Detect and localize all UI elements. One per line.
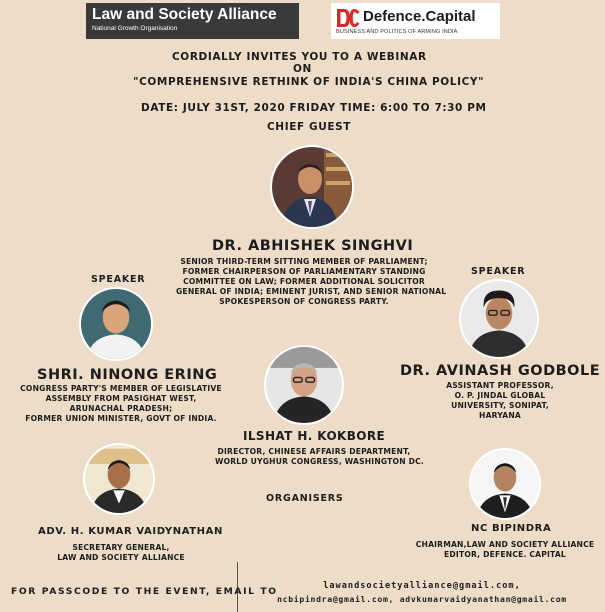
speaker-center-photo [264,345,344,425]
speaker-left-desc-line: ARUNACHAL PRADESH; [69,404,173,413]
chief-guest-photo [270,145,354,229]
chief-guest-desc-line: SPOKESPERSON OF CONGRESS PARTY. [219,297,389,306]
organiser-left-desc-line: LAW AND SOCIETY ALLIANCE [57,553,185,562]
organiser-left-desc-line: SECRETARY GENERAL, [72,543,170,552]
chief-guest-desc-line: FORMER CHAIRPERSON OF PARLIAMENTARY STANDING [182,267,426,276]
speaker-left-description [14,384,228,424]
chief-guest-label: CHIEF GUEST [267,121,352,133]
footer-passcode-text: FOR PASSCODE TO THE EVENT, EMAIL TO [11,586,278,597]
email-line-2[interactable]: ncbipindra@gmail.com, advkumarvaidyanathan@gmail.com [277,594,567,604]
speaker-right-desc-line: ASSISTANT PROFESSOR, [446,381,554,390]
speaker-center-name: ILSHAT H. KOKBORE [243,429,386,443]
speaker-right-desc-line: UNIVERSITY, SONIPAT, [451,401,549,410]
webinar-title: "COMPREHENSIVE RETHINK OF INDIA'S CHINA POLICY" [133,76,485,88]
organiser-left-name: ADV. H. KUMAR VAIDYNATHAN [38,526,223,537]
law-and-society-alliance-logo [86,3,299,39]
defence-capital-logo [331,3,500,39]
invite-line-2: ON [293,63,312,75]
speaker-left-desc-line: CONGRESS PARTY'S MEMBER OF LEGISLATIVE [20,384,222,393]
dc-logo-mark-icon [335,7,361,29]
chief-guest-desc-line: GENERAL OF INDIA; EMINENT JURIST, AND SENIOR NATIONAL [176,287,447,296]
speaker-right-name: DR. AVINASH GODBOLE [400,363,601,379]
dc-logo-tagline: BUSINESS AND POLITICS OF ARMING INDIA [336,29,458,35]
speaker-right-role: SPEAKER [471,266,526,277]
speaker-right-description [440,381,560,421]
speaker-center-desc-line: DIRECTOR, CHINESE AFFAIRS DEPARTMENT, [217,447,411,456]
organiser-right-name: NC BIPINDRA [471,523,552,534]
chief-guest-description [176,257,447,307]
organiser-left-description [52,543,190,563]
organiser-right-desc-line: EDITOR, DEFENCE. CAPITAL [444,550,566,559]
organiser-left-photo [83,443,155,515]
speaker-left-photo [79,287,153,361]
speaker-right-desc-line: O. P. JINDAL GLOBAL [454,391,546,400]
organiser-right-desc-line: CHAIRMAN,LAW AND SOCIETY ALLIANCE [415,540,595,549]
speaker-left-name: SHRI. NINONG ERING [37,367,218,383]
dc-logo-name: Defence.Capital [363,8,476,25]
speaker-left-role: SPEAKER [91,274,146,285]
lsa-logo-title: Law and Society Alliance [92,6,277,23]
speaker-left-desc-line: FORMER UNION MINISTER, GOVT OF INDIA. [25,414,217,423]
lsa-logo-subtitle: National Growth Organisation [92,25,178,32]
speaker-center-description [215,447,424,467]
organiser-right-description [412,540,598,560]
speaker-left-desc-line: ASSEMBLY FROM PASIGHAT WEST, [45,394,197,403]
event-date-time: DATE: JULY 31ST, 2020 FRIDAY TIME: 6:00 TO 7:30 PM [141,102,487,114]
chief-guest-desc-line: SENIOR THIRD-TERM SITTING MEMBER OF PARLIAMENT; [180,257,428,266]
speaker-right-desc-line: HARYANA [479,411,521,420]
organisers-label: ORGANISERS [266,493,344,504]
speaker-center-desc-line: WORLD UYGHUR CONGRESS, WASHINGTON DC. [215,457,424,466]
footer-emails [243,580,601,606]
invite-line-1: CORDIALLY INVITES YOU TO A WEBINAR [172,51,427,63]
speaker-right-photo [459,279,539,359]
chief-guest-desc-line: COMMITTEE ON LAW; FORMER ADDITIONAL SOLICITOR [183,277,425,286]
email-line-1[interactable]: lawandsocietyalliance@gmail.com, [323,581,521,591]
chief-guest-name: DR. ABHISHEK SINGHVI [212,238,414,254]
organiser-right-photo [469,448,541,520]
